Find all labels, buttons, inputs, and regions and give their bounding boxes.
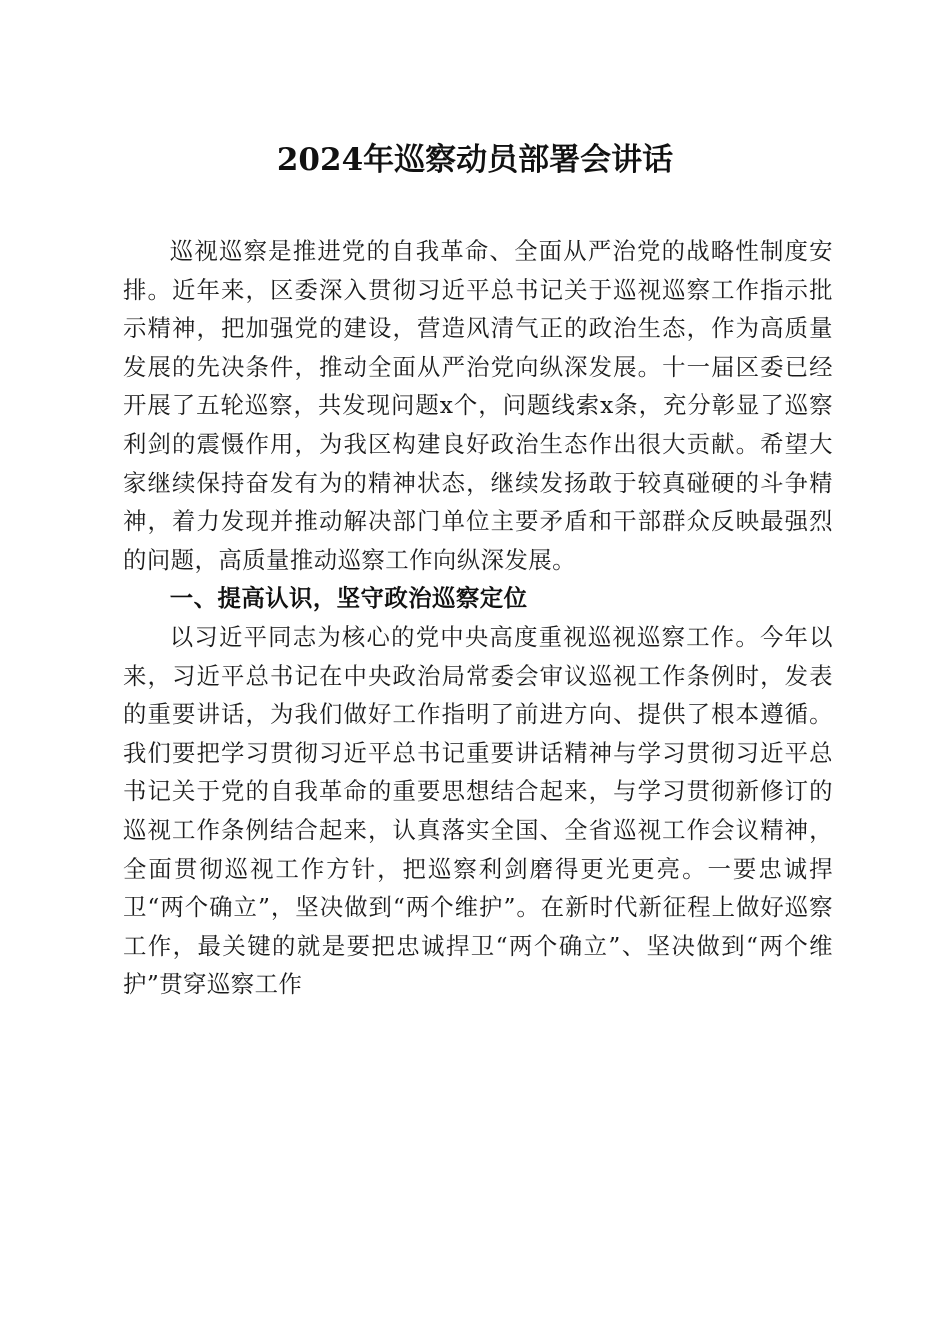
document-body [123,232,833,1004]
document-title: 2024年巡察动员部署会讲话 [276,142,674,178]
paragraph-intro: 巡视巡察是推进党的自我革命、全面从严治党的战略性制度安排。近年来，区委深入贯彻习近平总书记关于巡视巡察工作指示批示精神，把加强党的建设，营造风清气正的政治生态，作为高质量发展的先决条件，推动全面从严治党向纵深发展。十一届区委已经开展了五轮巡察，共发现问题x个，问题线索x条，充分彰显了巡察利剑的震慑作用，为我区构建良好政治生态作出很大贡献。希望大家继续保持奋发有为的精神状态，继续发扬敢于较真碰硬的斗争精神，着力发现并推动解决部门单位主要矛盾和干部群众反映最强烈的问题，高质量推动巡察工作向纵深发展。 [123,237,833,574]
paragraph-section-1: 以习近平同志为核心的党中央高度重视巡视巡察工作。今年以来，习近平总书记在中央政治局常委会审议巡视工作条例时，发表的重要讲话，为我们做好工作指明了前进方向、提供了根本遵循。我们要把学习贯彻习近平总书记重要讲话精神与学习贯彻习近平总书记关于党的自我革命的重要思想结合起来，与学习贯彻新修订的巡视工作条例结合起来，认真落实全国、全省巡视工作会议精神，全面贯彻巡视工作方针，把巡察利剑磨得更光更亮。一要忠诚捍卫“两个确立”，坚决做到“两个维护”。在新时代新征程上做好巡察工作，最关键的就是要把忠诚捍卫“两个确立”、坚决做到“两个维护”贯穿巡察工作 [123,622,833,999]
section-heading-1: 一、提高认识，坚守政治巡察定位 [169,584,528,613]
